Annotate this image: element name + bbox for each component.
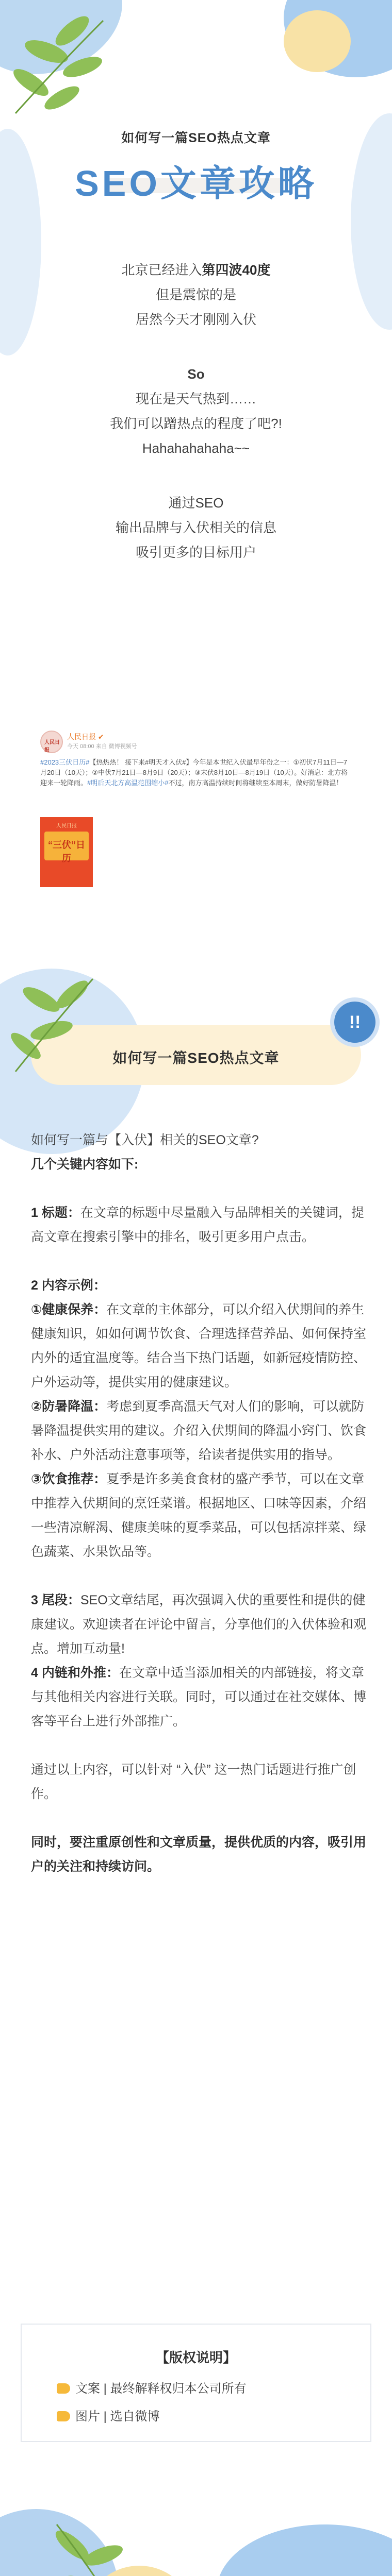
article-body	[31, 1128, 366, 1879]
section-title: 如何写一篇SEO热点文章	[112, 1050, 280, 1066]
copyright-line: 图片 | 选自微博	[57, 2406, 160, 2424]
copyright-title: 【版权说明】	[155, 2350, 236, 2365]
page-subtitle: 如何写一篇SEO热点文章	[121, 131, 271, 145]
weibo-post	[40, 731, 352, 890]
pointing-hand-icon	[57, 2383, 70, 2394]
leaf-icon	[41, 2514, 155, 2576]
content-food: ③饮食推荐：夏季是许多美食食材的盛产季节，可以在文章中推荐入伏期间的烹饪菜谱。根据地区、口味等因素，介绍一些清凉解渴、健康美味的夏季菜品，可以包括凉拌菜、绿色蔬菜、水果饮品等。	[31, 1472, 367, 1559]
intro-text: 北京已经进入第四波40度 但是震惊的是 居然今天才刚刚入伏 So 现在是天气热到…… 我们可以蹭热点的程度了吧?! Hahahahahaha~~ 通过SEO 输出品牌与入伏相关的信息 吸引更多的目标用户	[110, 262, 282, 560]
weibo-image[interactable]: 人民日报 “三伏”日历	[40, 817, 93, 887]
article-intro: 如何写一篇与【入伏】相关的SEO文章?	[31, 1133, 259, 1147]
decor-blob-yellow	[284, 10, 351, 72]
content-health: ①健康保养：在文章的主体部分，可以介绍入伏期间的养生健康知识，如如何调节饮食、合理选择营养品、如何保持室内外的适宜温度等。结合当下热门话题，如新冠疫情防控、户外运动等，提供实用的健康建议。	[31, 1302, 367, 1389]
content-cooling: ②防暑降温：考虑到夏季高温天气对人们的影响，可以就防暑降温提供实用的建议。介绍入伏期间的降温小窍门、饮食补水、户外活动注意事项等，给读者提供实用的指导。	[31, 1399, 367, 1462]
avatar: 人民日报	[40, 731, 63, 753]
point-ending: 3 尾段：SEO文章结尾，再次强调入伏的重要性和提供的健康建议。欢迎读者在评论中留言，分享他们的入伏体验和观点。增加互动量!	[31, 1593, 367, 1656]
summary: 通过以上内容，可以针对 “入伏” 这一热门话题进行推广创作。	[31, 1762, 356, 1801]
weibo-text: #2023三伏日历#【热热热！ 接下来#明天才入伏#】今年是本世纪入伏最早年份之一：①初伏7月11日—7月20日（10天）；②中伏7月21日—8月9日（20天）；③末伏8月10日—8月19日（10天）。好消息：北方将迎来一轮降雨。#明后天北方高温范围缩小#不过，南方高温持续时间将继续至本周末，做好防暑降温！	[40, 758, 348, 787]
closing-note: 同时，要注重原创性和文章质量，提供优质的内容，吸引用户的关注和持续访问。	[31, 1835, 367, 1874]
hashtag-link[interactable]: #明后天北方高温范围缩小#	[87, 779, 169, 787]
decor-blob-blue	[217, 2524, 392, 2576]
article-lead: 几个关键内容如下:	[31, 1157, 139, 1172]
weibo-username[interactable]: 人民日报 ✔	[67, 733, 104, 741]
weibo-meta: 今天 08:00 来自 微博视频号	[67, 743, 137, 750]
point-title: 1 标题：在文章的标题中尽量融入与品牌相关的关键词，提高文章在搜索引擎中的排名，吸引更多用户点击。	[31, 1206, 364, 1244]
hashtag-link[interactable]: #2023三伏日历#	[40, 758, 90, 766]
leaf-icon	[0, 0, 124, 124]
copyright-line: 文案 | 最终解释权归本公司所有	[57, 2378, 247, 2396]
exclamation-icon: !!	[334, 1002, 375, 1043]
point-content: 2 内容示例：	[31, 1278, 106, 1293]
page-title: SEO文章攻略	[75, 163, 317, 204]
pointing-hand-icon	[57, 2411, 70, 2421]
point-links: 4 内链和外推：在文章中适当添加相关的内部链接，将文章与其他相关内容进行关联。同时，可以通过在社交媒体、博客等平台上进行外部推广。	[31, 1666, 367, 1728]
